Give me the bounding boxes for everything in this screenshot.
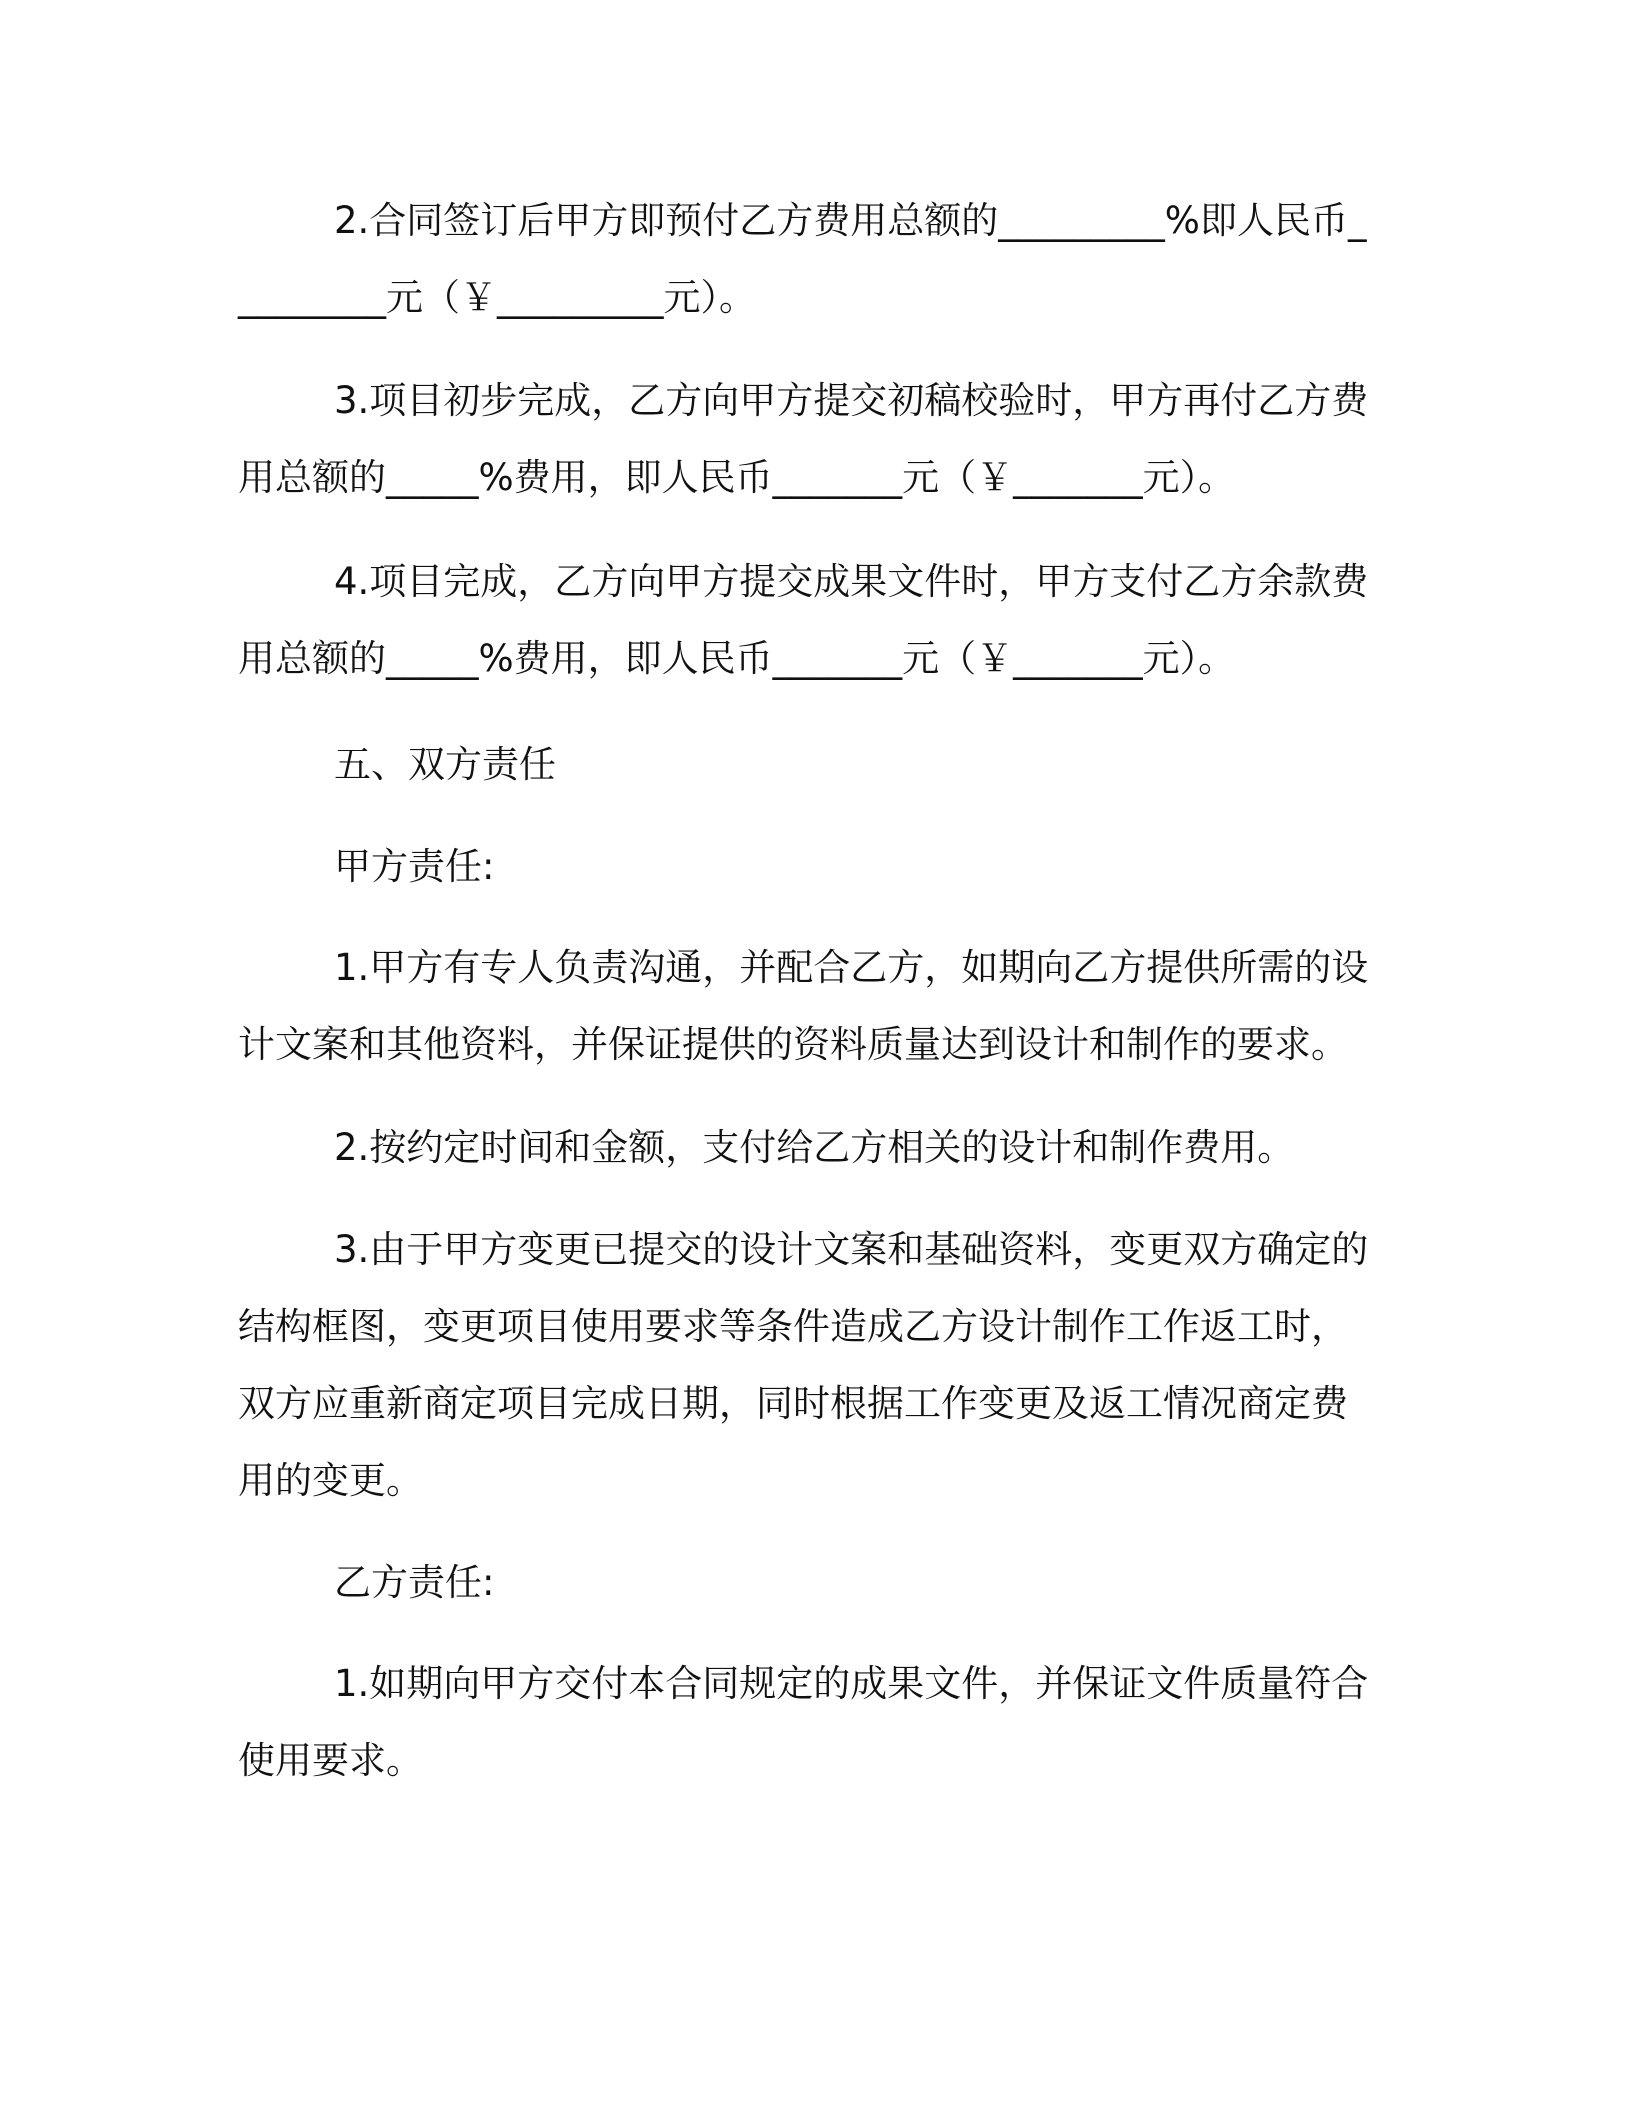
party-a-clause-2: 2.按约定时间和金额，支付给乙方相关的设计和制作费用。 bbox=[334, 1126, 1295, 1169]
party-b-heading: 乙方责任: bbox=[334, 1561, 495, 1604]
party-a-heading: 甲方责任: bbox=[334, 845, 495, 888]
section-heading-responsibilities: 五、双方责任 bbox=[334, 743, 556, 786]
clause-payment-final: 4.项目完成，乙方向甲方提交成果文件时，甲方支付乙方余款费用总额的_____%费用，即人民币_______元（￥_______元）。 bbox=[238, 560, 1369, 680]
clause-payment-advance: 2.合同签订后甲方即预付乙方费用总额的_________%即人民币_________元（￥_________元）。 bbox=[238, 199, 1367, 319]
party-a-clause-1: 1.甲方有专人负责沟通，并配合乙方，如期向乙方提供所需的设计文案和其他资料，并保证提供的资料质量达到设计和制作的要求。 bbox=[238, 946, 1369, 1066]
party-a-clause-3: 3.由于甲方变更已提交的设计文案和基础资料，变更双方确定的结构框图，变更项目使用要求等条件造成乙方设计制作工作返工时，双方应重新商定项目完成日期，同时根据工作变更及返工情况商定费用的变更。 bbox=[238, 1228, 1369, 1502]
party-b-clause-1: 1.如期向甲方交付本合同规定的成果文件，并保证文件质量符合使用要求。 bbox=[238, 1662, 1369, 1782]
clause-payment-draft: 3.项目初步完成，乙方向甲方提交初稿校验时，甲方再付乙方费用总额的_____%费用，即人民币_______元（￥_______元）。 bbox=[238, 379, 1369, 499]
